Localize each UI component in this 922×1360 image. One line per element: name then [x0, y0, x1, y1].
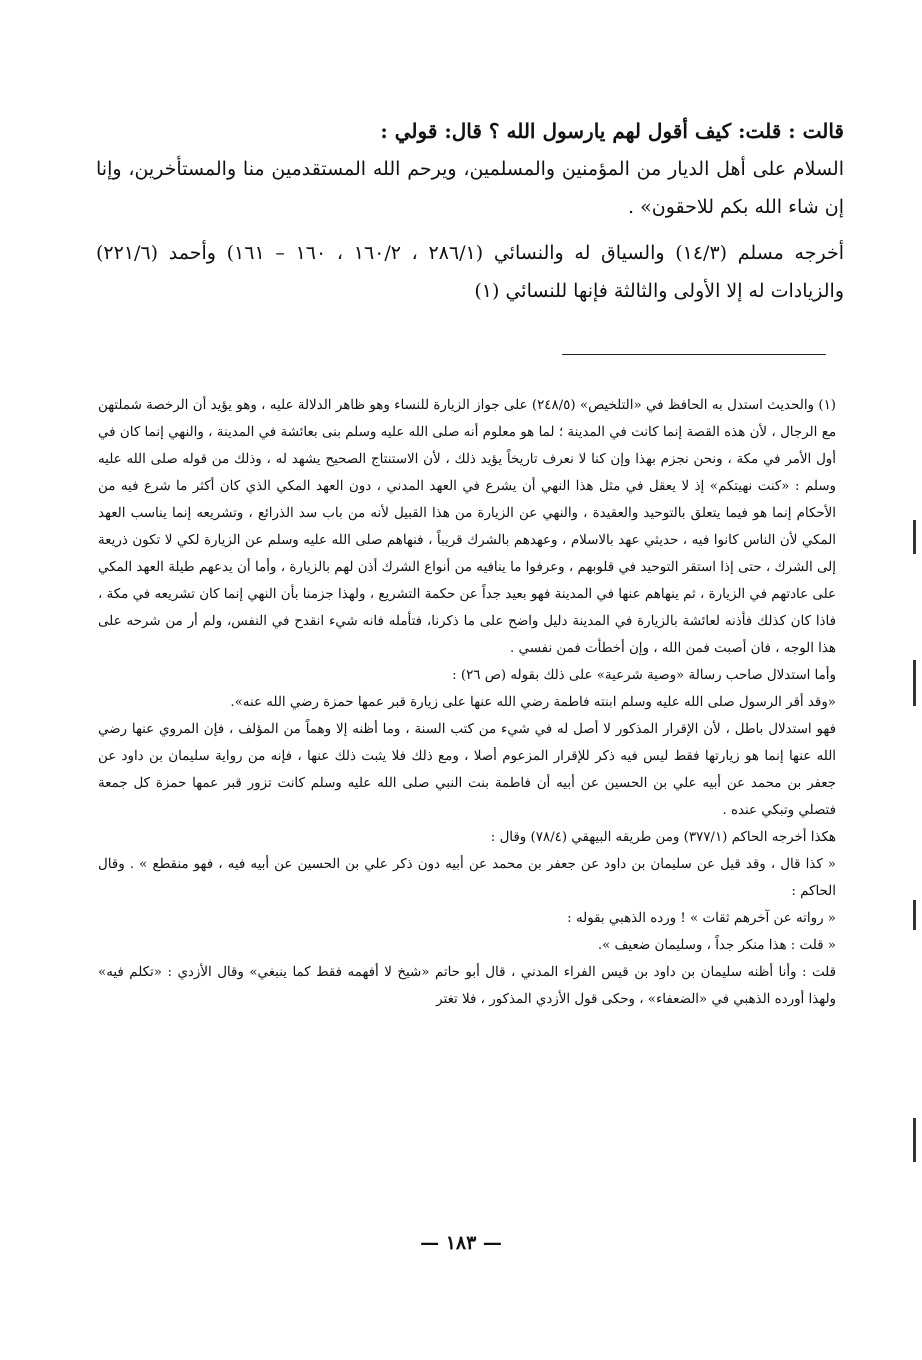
- hadith-lead-line: قالت : قلت: كيف أقول لهم يارسول الله ؟ قال: قولي :: [380, 119, 844, 143]
- scan-edge-mark: [913, 520, 916, 554]
- footnotes: [98, 392, 836, 1013]
- footnote-paragraph: (١) والحديث استدل به الحافظ في «التلخيص» (٢٤٨/٥) على جواز الزيارة للنساء وهو ظاهر الدلالة عليه ، وهو يؤيد أن الرخصة شملتهن مع الرجال ، لأن هذه القصة إنما كانت في المدينة ؛ لما هو معلوم أنه صلى الله عليه وسلم بنى بعائشة في المدينة ، والنهي إنما كان في أول الأمر في مكة ، ونحن نجزم بهذا وإن كنا لا نعرف تاريخاً يؤيد ذلك ، لأن الاستنتاج الصحيح يشهد له ، وذلك من قوله صلى الله عليه وسلم : «كنت نهيتكم» إذ لا يعقل في مثل هذا النهي أن يشرع في العهد المدني ، دون العهد المكي الذي كان أكثر ما شرع فيه من الأحكام إنما هو فيما يتعلق بالتوحيد والعقيدة ، والنهي عن الزيارة من هذا القبيل لأنه من باب سد الذرائع ، وتشريعه إنما يناسب العهد المكي لأن الناس كانوا فيه ، حديثي عهد بالاسلام ، وعهدهم بالشرك قريباً ، فنهاهم صلى الله عليه وسلم عن الزيارة لكي لا تكون ذريعة إلى الشرك ، حتى إذا استقر التوحيد في قلوبهم ، وعرفوا ما ينافيه من أنواع الشرك أذن لهم بالزيارة ، وأما أن يدعهم طيلة العهد المكي على عادتهم في الزيارة ، ثم ينهاهم عنها في المدينة فهو بعيد جداً عن حكمة التشريع ، ولهذا جزمنا بأن النهي إنما كان تشريعه في مكة ، فاذا كان كذلك فأذنه لعائشة بالزيارة في المدينة دليل واضح على ما ذكرنا، فتأمله فانه شيء انقدح في النفس، ولم أر من شرحه على هذا الوجه ، فان أصبت فمن الله ، وإن أخطأت فمن نفسي .: [98, 398, 836, 656]
- footnote-separator: [562, 354, 826, 355]
- page-number: — ١٨٣ —: [420, 1232, 502, 1254]
- footnote-paragraph: «وقد أقر الرسول صلى الله عليه وسلم ابنته فاطمة رضي الله عنها على زيارة قبر عمها حمزة رضي الله عنه».: [230, 695, 836, 710]
- scan-edge-mark: [913, 900, 916, 930]
- scan-edge-mark: [913, 1118, 916, 1162]
- footnote-paragraph: « كذا قال ، وقد قيل عن سليمان بن داود عن جعفر بن محمد عن أبيه دون ذكر علي بن الحسين عن أبيه فيه ، فهو منقطع » . وقال الحاكم :: [98, 857, 836, 899]
- footnote-paragraph: هكذا أخرجه الحاكم (٣٧٧/١) ومن طريقه البيهقي (٧٨/٤) وقال :: [490, 830, 836, 845]
- scan-edge-mark: [913, 660, 916, 706]
- footnote-paragraph: قلت : وأنا أظنه سليمان بن داود بن قيس الفراء المدني ، قال أبو حاتم «شيخ لا أفهمه فقط كما ينبغي» وقال الأزدي : «تكلم فيه» ولهذا أورده الذهبي في «الضعفاء» ، وحكى قول الأزدي المذكور ، فلا تغتر: [98, 965, 836, 1007]
- footnote-paragraph: فهو استدلال باطل ، لأن الإقرار المذكور لا أصل له في شيء من كتب السنة ، وما أظنه إلا وهماً من المؤلف ، فإن المروي عنها رضي الله عنها إنما هو زيارتها فقط ليس فيه ذكر للإقرار المزعوم أصلا ، ومع ذلك فلا يثبت ذلك عنها ، فإنه من رواية سليمان بن داود عن جعفر بن محمد عن أبيه علي بن الحسين عن أبيه أن فاطمة بنت النبي صلى الله عليه وسلم كانت تزور قبر عمها حمزة كل جمعة فتصلي وتبكي عنده .: [98, 722, 836, 818]
- main-text: [96, 112, 844, 310]
- hadith-references: أخرجه مسلم (١٤/٣) والسياق له والنسائي (٢٨٦/١ ، ١٦٠/٢ ، ١٦٠ – ١٦١) وأحمد (٢٢١/٦) والزيادات له إلا الأولى والثالثة فإنها للنسائي (١): [96, 242, 844, 302]
- hadith-quote: السلام على أهل الديار من المؤمنين والمسلمين، ويرحم الله المستقدمين منا والمستأخرين، وإنا إن شاء الله بكم للاحقون» .: [96, 158, 844, 218]
- footnote-paragraph: وأما استدلال صاحب رسالة «وصية شرعية» على ذلك بقوله (ص ٢٦) :: [452, 668, 836, 683]
- footnote-paragraph: « قلت : هذا منكر جداً ، وسليمان ضعيف ».: [597, 938, 836, 953]
- footnote-paragraph: « رواته عن آخرهم ثقات » ! ورده الذهبي بقوله :: [567, 911, 836, 926]
